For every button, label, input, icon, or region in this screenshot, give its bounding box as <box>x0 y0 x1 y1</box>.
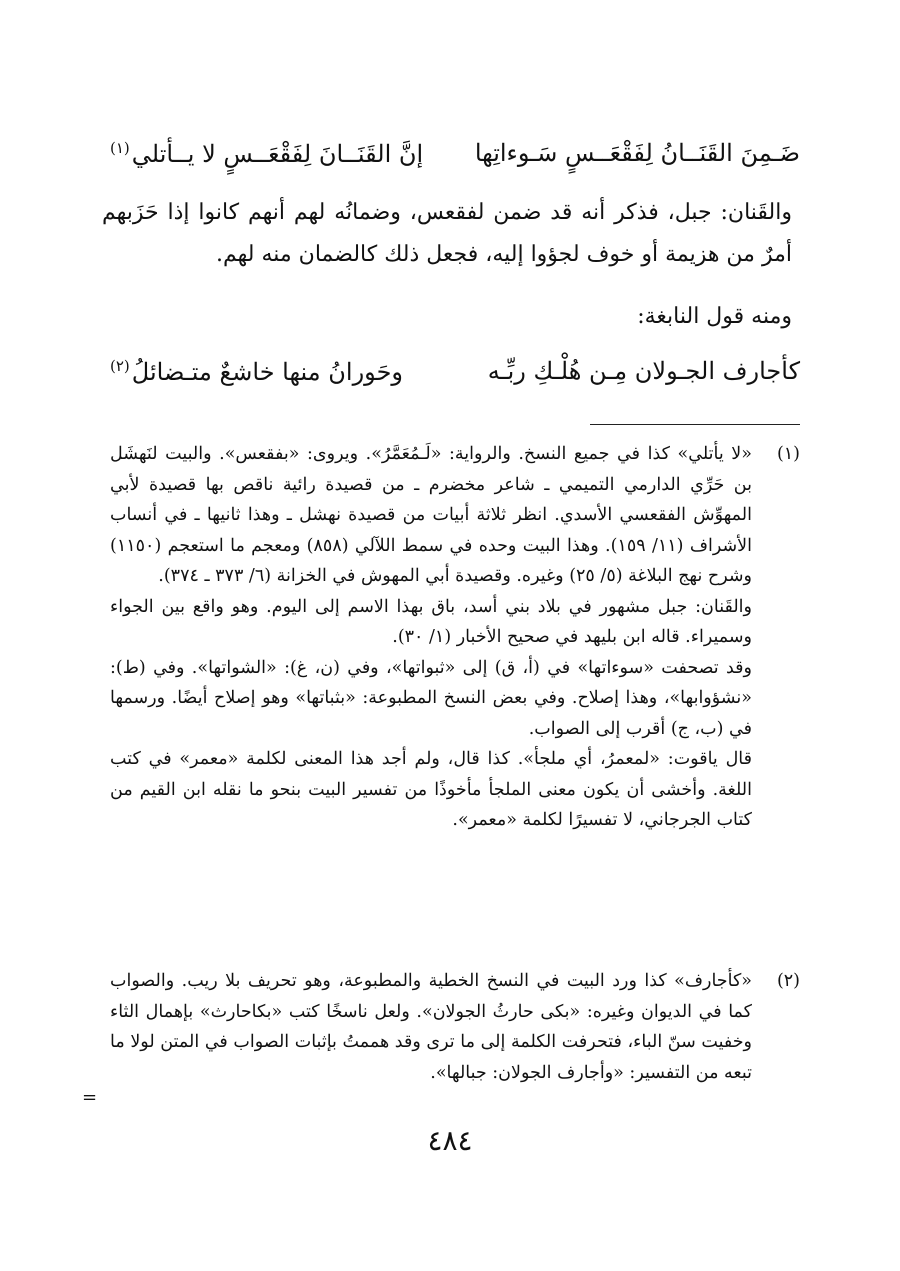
footnote-1-paragraph: «لا يأتلي» كذا في جميع النسخ. والرواية: «لَـمُعَمَّرُ». ويروى: «بفقعس». والبيت لنَهشَل بن حَرِّي الدارمي التميمي ـ شاعر مخضرم ـ من قصيدة رائية ناقص بها قصيدة لأبي المهوِّش الفقعسي الأسدي. انظر ثلاثة أبيات من قصيدة نهشل ـ وهذا ثانيها ـ في أنساب الأشراف (١١/ ١٥٩). وهذا البيت وحده في سمط اللآلي (٨٥٨) ومعجم ما استعجم (١١٥٠) وشرح نهج البلاغة (٥/ ٢٥) وغيره. وقصيدة أبي المهوش في الخزانة (٦/ ٣٧٣ ـ ٣٧٤). <box>110 444 752 586</box>
verse-1-first-hemistich: ضَـمِنَ القَنَــانُ لِفَقْعَــسٍ سَـوءاتِها <box>474 139 800 167</box>
footnote-ref-2[interactable]: (٢) <box>110 356 130 375</box>
footnote-2 <box>110 966 800 1088</box>
footnote-1-body <box>110 439 752 836</box>
footnote-2-number: (٢) <box>776 971 800 991</box>
footnote-separator <box>590 424 800 425</box>
verse-1-second-hemistich-text: إنَّ القَنَــانَ لِفَقْعَــسٍ لا يــأتلي <box>131 139 424 168</box>
footnote-1-paragraph: قال ياقوت: «لمعمرُ، أي ملجأ». كذا قال، ولم أجد هذا المعنى لكلمة «معمر» في كتب اللغة. وأخشى أن يكون معنى الملجأ مأخوذًا من تفسير البيت بنحو ما نقله ابن القيم من كتاب الجرجاني، لا تفسيرًا لكلمة «معمر». <box>110 749 752 830</box>
commentary-paragraph: والقَنان: جبل، فذكر أنه قد ضمن لفقعس، وضمانُه لهم أنهم كانوا إذا حَزَبهم أمرٌ من هزيمة أو خوف لجؤوا إليه، فجعل ذلك كالضمان منه لهم. <box>102 200 792 267</box>
footnote-continuation-mark: = <box>82 1087 98 1108</box>
verse-2-second-hemistich <box>110 357 403 386</box>
footnote-ref-1[interactable]: (١) <box>110 138 130 157</box>
verse-line-1 <box>110 128 800 178</box>
footnote-1-paragraph: والقَنان: جبل مشهور في بلاد بني أسد، باق بهذا الاسم إلى اليوم. وهو واقع بين الجواء وسميراء. قاله ابن بليهد في صحيح الأخبار (١/ ٣٠). <box>110 596 752 647</box>
footnote-2-paragraph: «كأجارف» كذا ورد البيت في النسخ الخطية والمطبوعة، وهو تحريف بلا ريب. والصواب كما في الديوان وغيره: «بكى حارثُ الجولان». ولعل ناسخًا كتب «بكاحارث» بإهمال الثاء وخفيت سنّ الباء، فتحرفت الكلمة إلى ما ترى وقد هممتُ بإثبات الصواب في المتن لولا ما تبعه من التفسير: «وأجارف الجولان: جبالها». <box>110 971 752 1083</box>
footnote-1-number: (١) <box>776 444 800 464</box>
verse-line-2 <box>110 346 800 396</box>
verse-2-first-hemistich: كأجارف الجـولان مِـن هُلْـكِ ربِّـه <box>487 357 800 385</box>
footnote-1 <box>110 439 800 836</box>
quote-intro: ومنه قول النابغة: <box>637 304 792 329</box>
footnote-1-paragraph: وقد تصحفت «سوءاتها» في (أ، ق) إلى «ثبواتها»، وفي (ن، غ): «الشواتها». وفي (ط): «نشؤوابها»، وهذا إصلاح. وفي بعض النسخ المطبوعة: «بثباتها» وهو إصلاح أيضًا. ورسمها في (ب، ج) أقرب إلى الصواب. <box>110 657 752 739</box>
footnote-2-body <box>110 966 752 1088</box>
verse-2-second-hemistich-text: وحَورانُ منها خاشعٌ متـضائلُ <box>131 357 403 386</box>
verse-1-second-hemistich <box>110 139 423 168</box>
page-number: ٤٨٤ <box>427 1124 473 1157</box>
